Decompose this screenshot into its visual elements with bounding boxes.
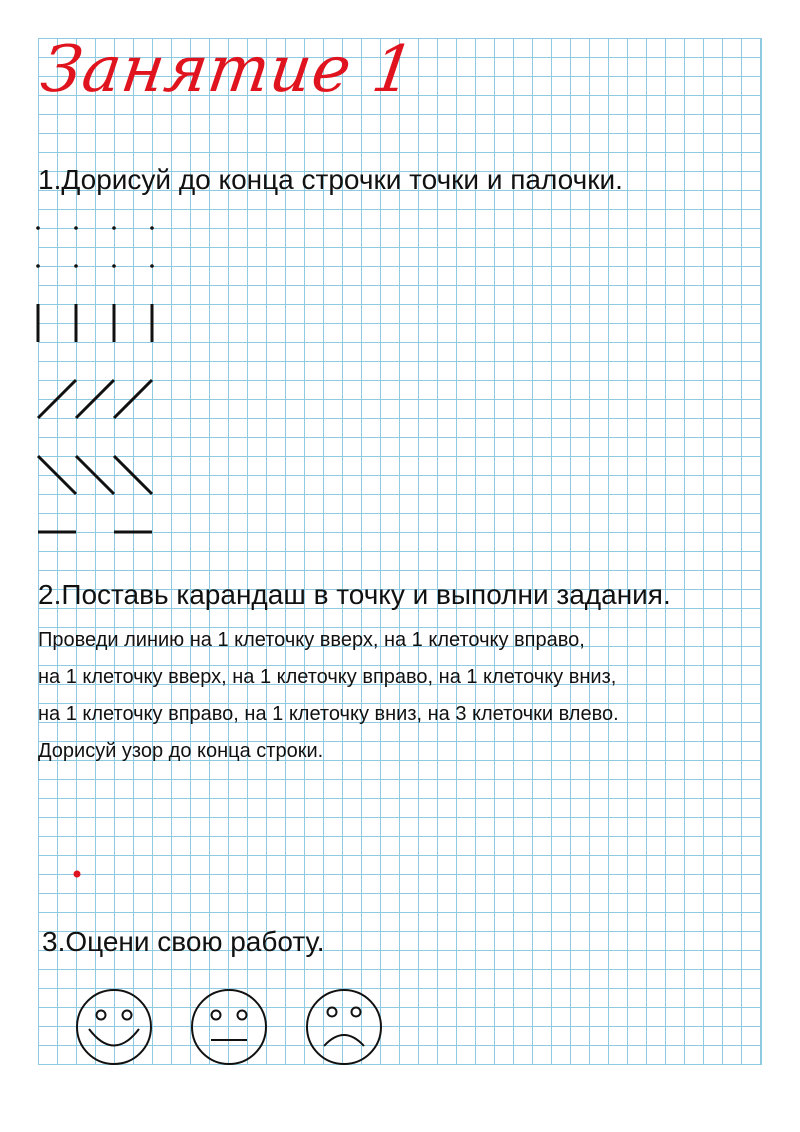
sad-face-icon (307, 990, 381, 1064)
dot (36, 226, 40, 230)
instruction-line: Дорисуй узор до конца строки. (38, 740, 324, 762)
smiling-face-icon (77, 990, 151, 1064)
dot (150, 226, 154, 230)
dots-row-1 (36, 226, 154, 230)
instruction-line: на 1 клеточку вверх, на 1 клеточку вправо, на 1 клеточку вниз, (38, 666, 617, 688)
forward-slash (114, 380, 152, 418)
back-slash (76, 456, 114, 494)
dot (36, 264, 40, 268)
dot (112, 226, 116, 230)
dot (74, 264, 78, 268)
back-slash (114, 456, 152, 494)
lesson-title: Занятие 1 (36, 33, 420, 107)
dots-row-2 (36, 264, 154, 268)
instruction-line: Проведи линию на 1 клеточку вверх, на 1 клеточку вправо, (38, 629, 585, 651)
forward-slash (76, 380, 114, 418)
instruction-line: на 1 клеточку вправо, на 1 клеточку вниз, на 3 клеточки влево. (38, 703, 619, 725)
task-2-heading: 2.Поставь карандаш в точку и выполни задания. (38, 579, 671, 610)
task-1-heading: 1.Дорисуй до конца строчки точки и палочки. (38, 164, 623, 195)
dot (150, 264, 154, 268)
back-slash-row (38, 456, 152, 494)
vertical-sticks-row (38, 304, 152, 342)
back-slash (38, 456, 76, 494)
forward-slash (38, 380, 76, 418)
task-3-heading: 3.Оцени свою работу. (42, 926, 325, 957)
forward-slash-row (38, 380, 152, 418)
dot (74, 226, 78, 230)
dot (112, 264, 116, 268)
neutral-face-icon (192, 990, 266, 1064)
pencil-start-dot (74, 871, 81, 878)
